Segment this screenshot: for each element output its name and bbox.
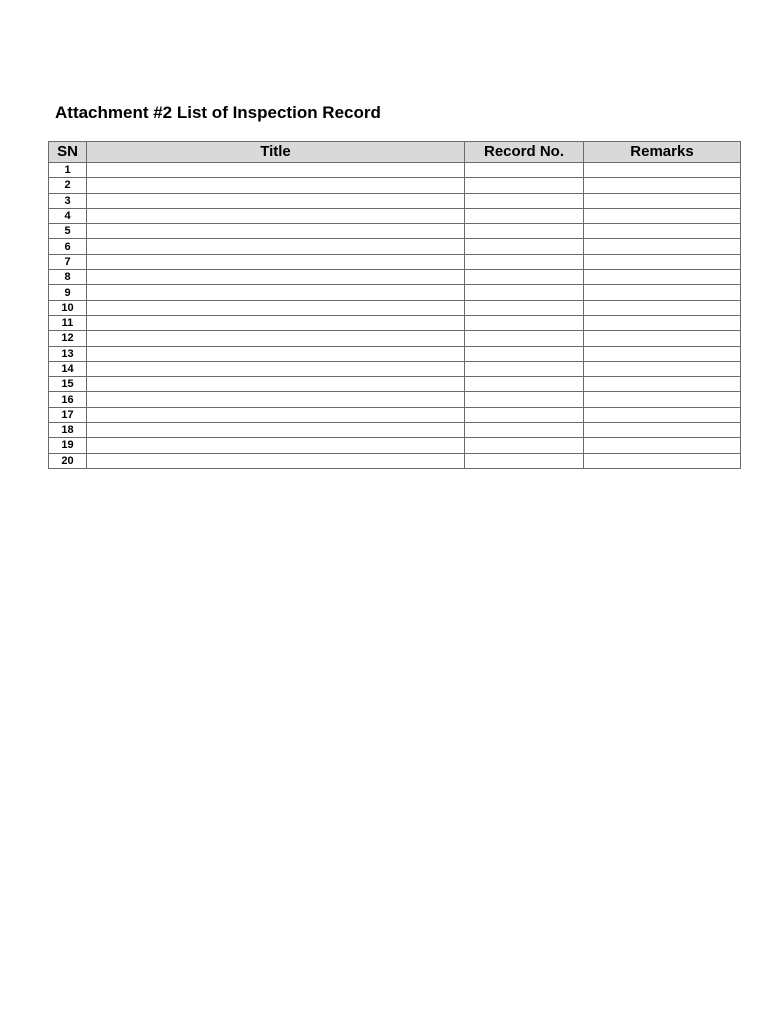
table-row (49, 193, 741, 208)
record-no-cell[interactable] (465, 315, 584, 330)
table-row (49, 163, 741, 178)
title-cell[interactable] (87, 361, 465, 376)
title-cell[interactable] (87, 438, 465, 453)
title-cell[interactable] (87, 254, 465, 269)
table-row (49, 285, 741, 300)
table-row (49, 239, 741, 254)
record-no-cell[interactable] (465, 193, 584, 208)
sn-cell: 6 (49, 239, 87, 254)
title-cell[interactable] (87, 331, 465, 346)
table-row (49, 315, 741, 330)
header-record-no: Record No. (465, 142, 584, 163)
header-row (49, 142, 741, 163)
record-no-cell[interactable] (465, 438, 584, 453)
sn-cell: 15 (49, 377, 87, 392)
record-no-cell[interactable] (465, 377, 584, 392)
remarks-cell[interactable] (584, 285, 741, 300)
title-cell[interactable] (87, 178, 465, 193)
table-row (49, 300, 741, 315)
sn-cell: 18 (49, 423, 87, 438)
inspection-record-table (48, 141, 741, 469)
header-sn: SN (49, 142, 87, 163)
table-row (49, 361, 741, 376)
header-title: Title (87, 142, 465, 163)
table-row (49, 346, 741, 361)
record-no-cell[interactable] (465, 254, 584, 269)
table-row (49, 208, 741, 223)
remarks-cell[interactable] (584, 438, 741, 453)
sn-cell: 19 (49, 438, 87, 453)
sn-cell: 8 (49, 270, 87, 285)
remarks-cell[interactable] (584, 361, 741, 376)
title-cell[interactable] (87, 163, 465, 178)
title-cell[interactable] (87, 407, 465, 422)
record-no-cell[interactable] (465, 346, 584, 361)
sn-cell: 10 (49, 300, 87, 315)
record-no-cell[interactable] (465, 163, 584, 178)
record-no-cell[interactable] (465, 239, 584, 254)
sn-cell: 13 (49, 346, 87, 361)
sn-cell: 2 (49, 178, 87, 193)
record-no-cell[interactable] (465, 270, 584, 285)
table-body (49, 163, 741, 469)
table-row (49, 407, 741, 422)
title-cell[interactable] (87, 392, 465, 407)
sn-cell: 14 (49, 361, 87, 376)
remarks-cell[interactable] (584, 331, 741, 346)
header-remarks: Remarks (584, 142, 741, 163)
remarks-cell[interactable] (584, 239, 741, 254)
table-row (49, 331, 741, 346)
table-row (49, 438, 741, 453)
record-no-cell[interactable] (465, 300, 584, 315)
record-no-cell[interactable] (465, 224, 584, 239)
sn-cell: 12 (49, 331, 87, 346)
title-cell[interactable] (87, 315, 465, 330)
sn-cell: 4 (49, 208, 87, 223)
record-no-cell[interactable] (465, 208, 584, 223)
record-no-cell[interactable] (465, 453, 584, 468)
record-no-cell[interactable] (465, 423, 584, 438)
title-cell[interactable] (87, 377, 465, 392)
table-row (49, 178, 741, 193)
table-header (49, 142, 741, 163)
table-row (49, 224, 741, 239)
title-cell[interactable] (87, 300, 465, 315)
remarks-cell[interactable] (584, 377, 741, 392)
title-cell[interactable] (87, 193, 465, 208)
table-row (49, 270, 741, 285)
record-no-cell[interactable] (465, 407, 584, 422)
title-cell[interactable] (87, 224, 465, 239)
sn-cell: 7 (49, 254, 87, 269)
remarks-cell[interactable] (584, 315, 741, 330)
title-cell[interactable] (87, 346, 465, 361)
record-no-cell[interactable] (465, 285, 584, 300)
title-cell[interactable] (87, 208, 465, 223)
table-row (49, 377, 741, 392)
remarks-cell[interactable] (584, 224, 741, 239)
remarks-cell[interactable] (584, 392, 741, 407)
sn-cell: 11 (49, 315, 87, 330)
remarks-cell[interactable] (584, 193, 741, 208)
sn-cell: 20 (49, 453, 87, 468)
remarks-cell[interactable] (584, 346, 741, 361)
table-row (49, 423, 741, 438)
remarks-cell[interactable] (584, 423, 741, 438)
remarks-cell[interactable] (584, 208, 741, 223)
title-cell[interactable] (87, 423, 465, 438)
sn-cell: 9 (49, 285, 87, 300)
record-no-cell[interactable] (465, 361, 584, 376)
title-cell[interactable] (87, 270, 465, 285)
record-no-cell[interactable] (465, 392, 584, 407)
document-title: Attachment #2 List of Inspection Record (55, 103, 381, 122)
sn-cell: 3 (49, 193, 87, 208)
remarks-cell[interactable] (584, 453, 741, 468)
table-row (49, 254, 741, 269)
remarks-cell[interactable] (584, 178, 741, 193)
sn-cell: 17 (49, 407, 87, 422)
record-no-cell[interactable] (465, 331, 584, 346)
remarks-cell[interactable] (584, 270, 741, 285)
remarks-cell[interactable] (584, 163, 741, 178)
sn-cell: 16 (49, 392, 87, 407)
remarks-cell[interactable] (584, 300, 741, 315)
title-cell[interactable] (87, 239, 465, 254)
title-cell[interactable] (87, 285, 465, 300)
title-cell[interactable] (87, 453, 465, 468)
table-row (49, 453, 741, 468)
sn-cell: 1 (49, 163, 87, 178)
record-no-cell[interactable] (465, 178, 584, 193)
remarks-cell[interactable] (584, 407, 741, 422)
table-row (49, 392, 741, 407)
sn-cell: 5 (49, 224, 87, 239)
remarks-cell[interactable] (584, 254, 741, 269)
